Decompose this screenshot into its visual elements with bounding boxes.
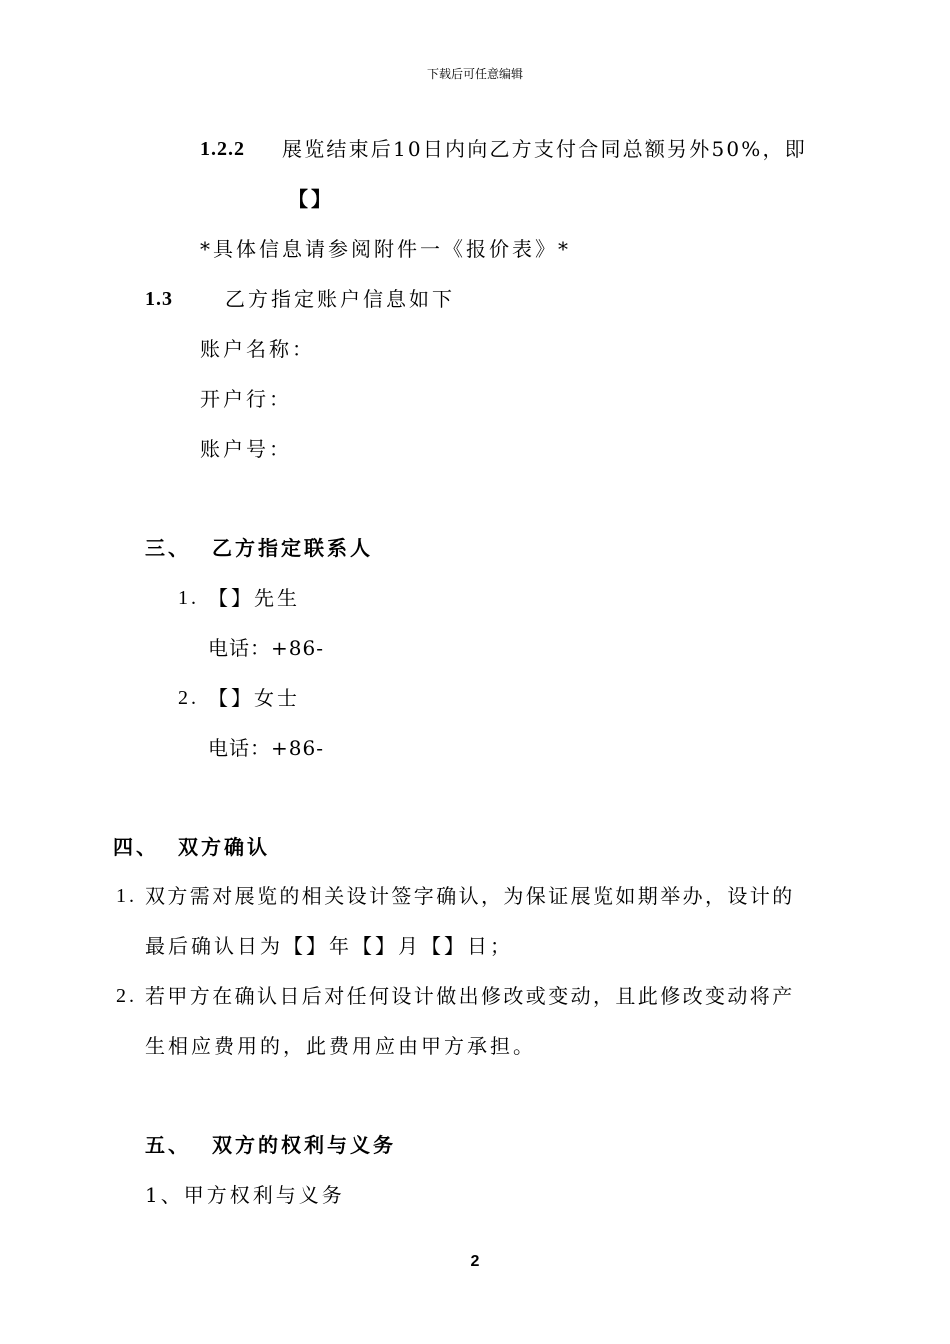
section-title-5: 双方的权利与义务 — [212, 1133, 396, 1157]
clause-title-1-3: 乙方指定账户信息如下 — [225, 287, 455, 311]
clause-text-1-2-2: 展览结束后10日内向乙方支付合同总额另外50%，即 — [282, 137, 807, 161]
clause-number-1-2-2: 1.2.2 — [200, 138, 245, 160]
contact-number-2: 2. — [178, 687, 199, 709]
confirm-item-number-1: 1. — [116, 885, 137, 907]
section-number-4: 四、 — [113, 835, 159, 859]
subsection-1-title: 1、甲方权利与义务 — [145, 1183, 345, 1207]
confirm-item-2-line1: 若甲方在确认日后对任何设计做出修改或变动，且此修改变动将产 — [145, 984, 795, 1008]
contact-phone-2: 电话：+86- — [208, 736, 324, 760]
account-number-label: 账户号： — [200, 437, 292, 461]
confirm-item-number-2: 2. — [116, 985, 137, 1007]
page-header: 下载后可任意编辑 — [426, 67, 523, 81]
account-name-label: 账户名称： — [200, 337, 315, 361]
section-title-3: 乙方指定联系人 — [212, 536, 373, 560]
contact-name-2: 【】女士 — [208, 686, 300, 710]
clause-continuation-1-2-2: 【】 — [288, 187, 334, 211]
bank-label: 开户行： — [200, 387, 292, 411]
confirm-item-2-line2: 生相应费用的，此费用应由甲方承担。 — [145, 1034, 536, 1058]
section-title-4: 双方确认 — [178, 835, 270, 859]
contact-name-1: 【】先生 — [208, 586, 300, 610]
contact-number-1: 1. — [178, 587, 199, 609]
clause-number-1-3: 1.3 — [145, 288, 173, 310]
section-number-3: 三、 — [145, 536, 191, 560]
section-number-5: 五、 — [145, 1133, 191, 1157]
contact-phone-1: 电话：+86- — [208, 636, 324, 660]
confirm-item-1-line2: 最后确认日为【】年【】月【】日； — [145, 934, 513, 958]
page-number: 2 — [470, 1253, 480, 1270]
confirm-item-1-line1: 双方需对展览的相关设计签字确认，为保证展览如期举办，设计的 — [145, 884, 795, 908]
quote-note: *具体信息请参阅附件一《报价表》* — [200, 237, 571, 261]
